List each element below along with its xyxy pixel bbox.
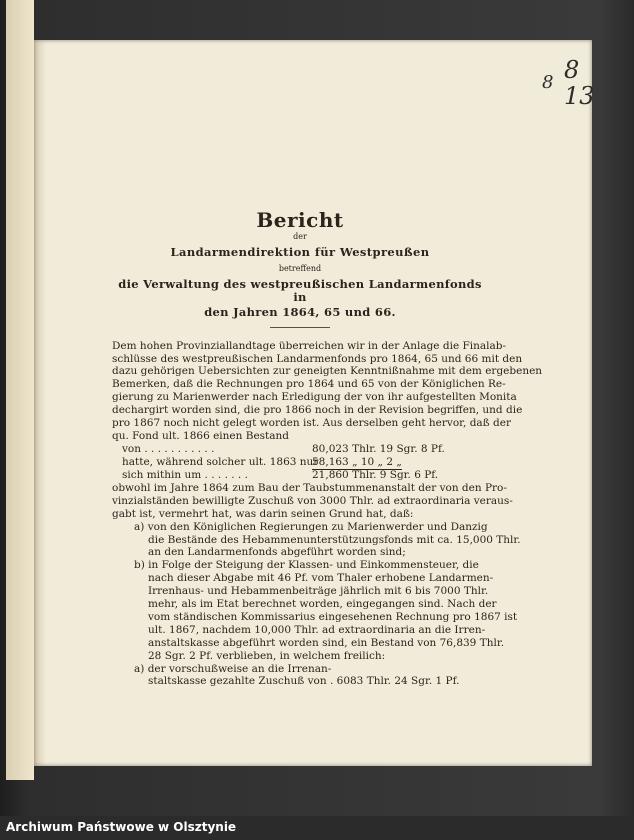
note-c: 13 [564,82,595,110]
header-subject-2: den Jahren 1864, 65 und 66. [204,304,396,319]
item-a-line: a) von den Königlichen Regierungen zu Marienwerder und Danzig [134,520,488,533]
header-betreffend: betreffend [278,263,322,273]
note-b: 8 [564,56,580,84]
ledger-row-3 [112,469,488,482]
p1-line: dazu gehörigen Uebersichten zur geneigten Kenntnißnahme mit dem ergebenen [112,365,543,378]
p1-line: Dem hohen Provinziallandtage überreichen wir in der Anlage die Finalab- [112,339,507,352]
page-title: Bericht [256,208,344,232]
header-direktion: Landarmendirektion für Westpreußen [170,244,430,259]
p2-line: vinzialständen bewilligte Zuschuß von 3000 Thlr. ad extraordinaria veraus- [112,494,513,507]
p2-line: obwohl im Jahre 1864 zum Bau der Taubstummenanstalt der von den Pro- [112,481,507,494]
p1-line: dechargirt worden sind, die pro 1866 noch in der Revision begriffen, und die [112,404,523,417]
archive-footer [0,816,634,840]
archive-footer-label: Archiwum Państwowe w Olsztynie [6,820,237,834]
ledger-amount: 58,163 „ 10 „ 2 „ [312,455,402,468]
ledger-label: sich mithin um . . . . . . . [122,468,248,481]
item-b-line: mehr, als im Etat berechnet worden, eingegangen sind. Nach der [148,598,497,611]
item-b-line: b) in Folge der Steigung der Klassen- und Einkommensteuer, die [134,559,479,572]
p1-line: gierung zu Marienwerder nach Erledigung der von ihr aufgestellten Monita [112,391,517,404]
item-b-line: Irrenhaus- und Hebammenbeiträge jährlich mit 6 bis 7000 Thlr. [148,585,489,598]
title-divider [270,327,330,328]
item-b-line: vom ständischen Kommissarius eingesehenen Rechnung pro 1867 ist [148,610,518,623]
p1-line: pro 1867 noch nicht gelegt worden ist. Aus derselben geht hervor, daß der [112,417,511,430]
note-a: 8 [542,72,554,93]
ledger-amount: 80,023 Thlr. 19 Sgr. 8 Pf. [312,442,445,455]
paragraph-2 [112,481,513,521]
ledger-label: von . . . . . . . . . . . [122,442,215,455]
item-b-line: nach dieser Abgabe mit 46 Pf. vom Thaler erhobene Landarmen- [148,572,494,585]
p2-line: gabt ist, vermehrt hat, was darin seinen Grund hat, daß: [112,507,414,520]
item-b-line: anstaltskasse abgeführt worden sind, ein Bestand von 76,839 Thlr. [148,636,505,649]
item-aa-line: a) der vorschußweise an die Irrenan- [134,662,332,675]
header-subject-1: die Verwaltung des westpreußischen Landarmenfonds in [118,276,482,304]
ledger-row-2 [112,456,488,469]
paragraph-1 [112,339,543,443]
document-text [112,208,543,688]
header-der: der [293,231,307,241]
ledger-row-1 [112,443,488,456]
p1-line: Bemerken, daß die Rechnungen pro 1864 und 65 von der Königlichen Re- [112,378,506,391]
item-aa-line: staltskasse gezahlte Zuschuß von . 6083 Thlr. 24 Sgr. 1 Pf. [148,675,460,688]
item-b-line: ult. 1867, nachdem 10,000 Thlr. ad extraordinaria an die Irren- [148,623,486,636]
item-a-line: an den Landarmenfonds abgeführt worden sind; [148,546,406,559]
ledger-label: hatte, während solcher ult. 1863 nur [122,455,319,468]
item-a-line: die Bestände des Hebammenunterstützungsfonds mit ca. 15,000 Thlr. [148,533,521,546]
item-aa [112,663,488,689]
page-fold-shadow [34,40,46,766]
ledger-amount: 21,860 Thlr. 9 Sgr. 6 Pf. [312,468,439,481]
item-b-line: 28 Sgr. 2 Pf. verblieben, in welchem freilich: [148,649,386,662]
p1-line: qu. Fond ult. 1866 einen Bestand [112,429,290,442]
p1-line: schlüsse des westpreußischen Landarmenfonds pro 1864, 65 und 66 mit den [112,352,523,365]
item-b [112,559,518,662]
back-page-edge [6,0,34,780]
item-a [112,520,521,560]
handwritten-archive-number [540,56,600,116]
